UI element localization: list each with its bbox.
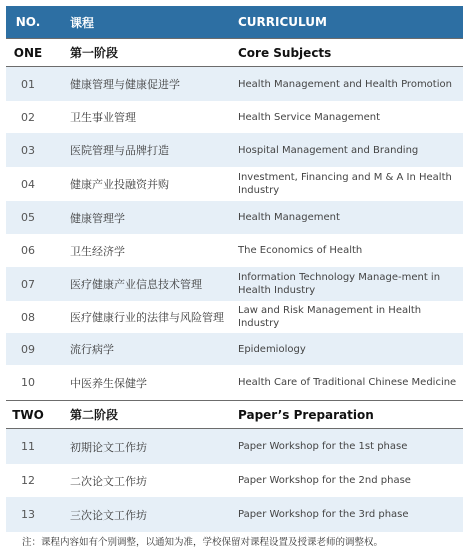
course-no: 09 (21, 342, 35, 356)
course-en: Health Management (238, 212, 340, 223)
course-en: Health Management and Health Promotion (238, 78, 452, 90)
course-cn: 健康管理与健康促进学 (70, 78, 180, 91)
table-row (6, 201, 463, 234)
course-en: Health Care of Traditional Chinese Medicine (238, 377, 457, 388)
course-cn: 中医养生保健学 (70, 376, 147, 390)
phase-cn: 第一阶段 (70, 46, 119, 60)
phase-no: TWO (12, 407, 44, 422)
course-en: Epidemiology (238, 343, 306, 355)
phase-cn: 第二阶段 (70, 408, 119, 422)
header-curriculum: CURRICULUM (238, 15, 327, 29)
course-cn: 医疗健康产业信息技术管理 (70, 278, 202, 291)
curriculum-table (6, 6, 463, 532)
course-en: The Economics of Health (238, 245, 363, 256)
course-no: 12 (21, 474, 35, 487)
table-row (6, 429, 463, 464)
course-en: Information Technology Manage-ment in Health Industry (238, 272, 441, 296)
course-no: 11 (21, 440, 35, 453)
course-cn: 初期论文工作坊 (70, 440, 147, 454)
phase-row-two (6, 400, 463, 429)
course-no: 02 (21, 110, 35, 124)
table-row (6, 365, 463, 400)
course-cn: 健康管理学 (70, 211, 125, 225)
footnote: 注：课程内容如有个别调整，以通知为准，学校保留对课程设置及授课老师的调整权。 (22, 537, 384, 548)
phase-en: Core Subjects (238, 45, 332, 60)
course-en: Law and Risk Management in Health Industry (238, 305, 422, 329)
course-en: Paper Workshop for the 1st phase (238, 441, 408, 452)
phase-row-one (6, 38, 463, 67)
table-row (6, 167, 463, 201)
course-en: Hospital Management and Branding (238, 144, 419, 156)
course-cn: 流行病学 (70, 343, 114, 356)
course-no: 06 (21, 244, 35, 257)
course-en: Paper Workshop for the 2nd phase (238, 475, 411, 486)
course-en: Health Service Management (238, 111, 381, 123)
course-cn: 健康产业投融资并购 (70, 178, 169, 191)
course-no: 04 (21, 177, 35, 191)
course-cn: 三次论文工作坊 (70, 508, 147, 522)
phase-en: Paper’s Preparation (238, 407, 374, 422)
course-no: 13 (21, 508, 35, 521)
course-no: 08 (21, 310, 35, 324)
course-cn: 医院管理与品牌打造 (70, 144, 169, 157)
course-cn: 医疗健康行业的法律与风险管理 (70, 311, 224, 324)
course-no: 10 (21, 376, 35, 389)
course-en: Investment, Financing and M & A In Health Industry (238, 172, 452, 196)
table-row (6, 67, 463, 101)
course-no: 05 (21, 211, 35, 224)
header-course: 课程 (70, 15, 95, 30)
table-row (6, 101, 463, 133)
course-cn: 卫生经济学 (70, 244, 125, 258)
course-cn: 卫生事业管理 (70, 111, 136, 124)
table-row (6, 333, 463, 365)
course-no: 03 (21, 143, 35, 157)
course-en: Paper Workshop for the 3rd phase (238, 509, 409, 520)
table-row (6, 133, 463, 167)
header-no: NO. (15, 15, 41, 29)
table-row (6, 464, 463, 497)
table-row (6, 234, 463, 267)
phase-no: ONE (13, 45, 43, 60)
course-no: 07 (21, 277, 35, 291)
course-no: 01 (21, 77, 35, 91)
course-cn: 二次论文工作坊 (70, 474, 147, 488)
table-row (6, 497, 463, 532)
table-header (6, 6, 463, 38)
table-row (6, 267, 463, 301)
table-row (6, 301, 463, 333)
